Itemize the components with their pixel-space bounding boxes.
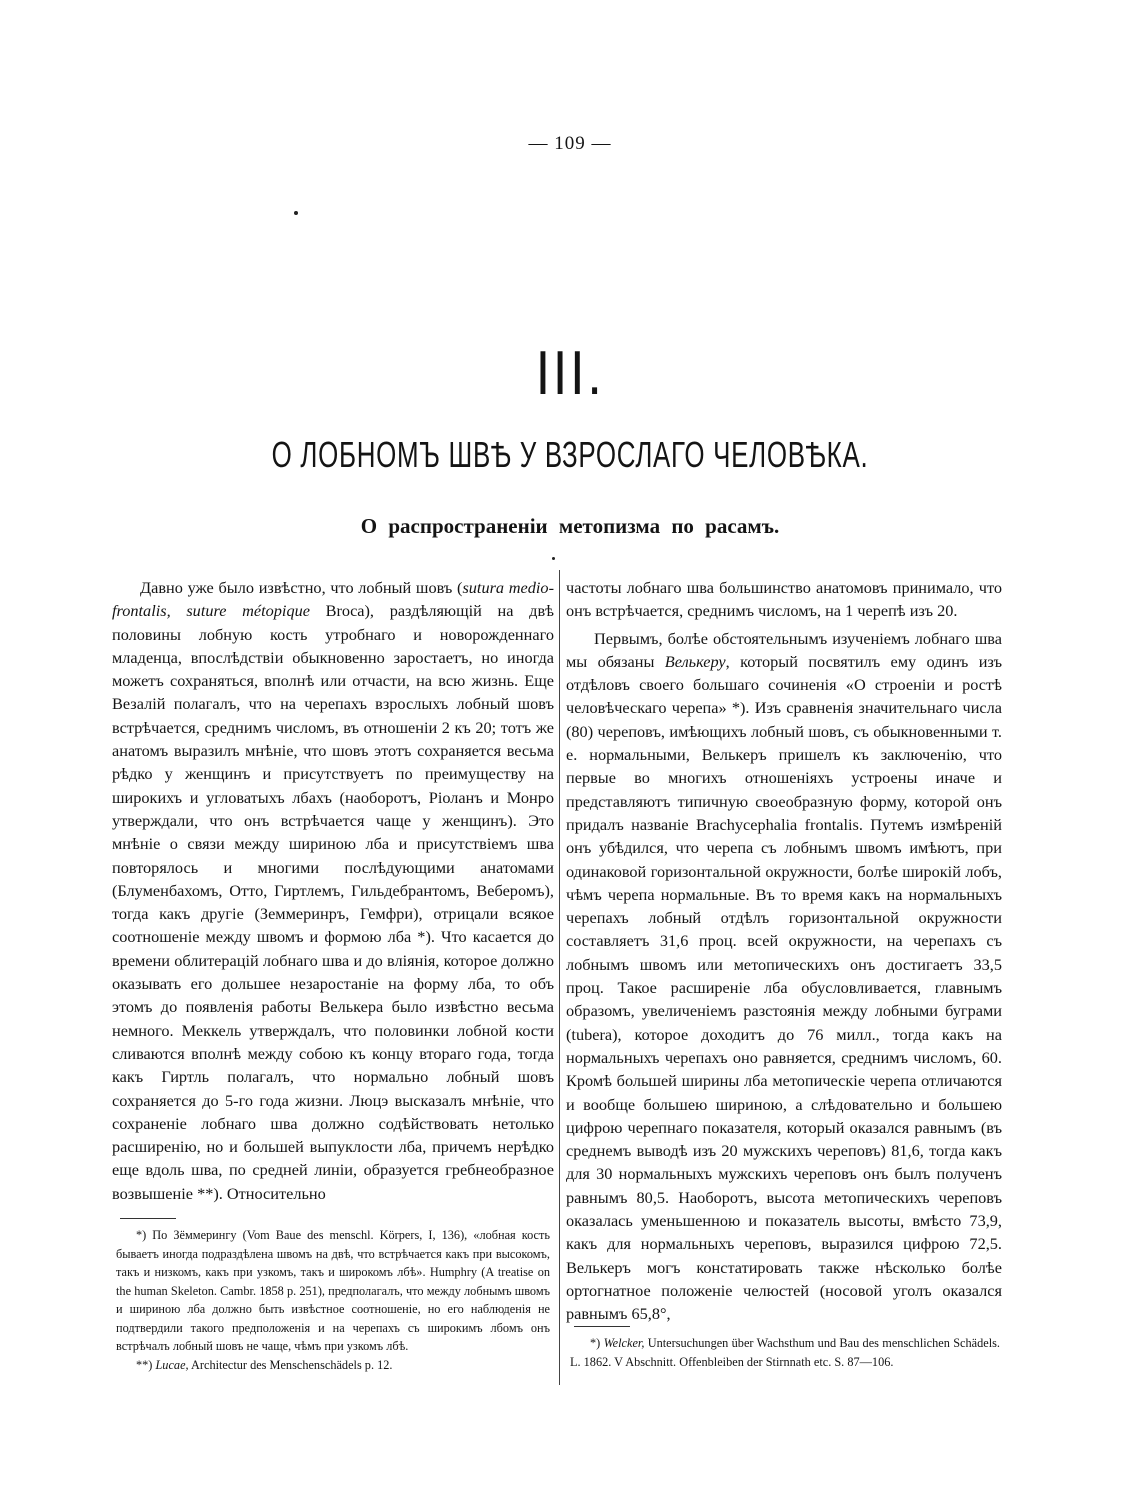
- footnote-mark: **): [136, 1357, 156, 1372]
- footnotes-right: [570, 1334, 1000, 1371]
- italic-text: sutura medio-frontalis, suture métopique: [112, 578, 554, 621]
- paragraph: [112, 576, 554, 1205]
- italic-text: Lucae,: [155, 1357, 189, 1372]
- left-column: [112, 576, 554, 1205]
- footnote-mark: *): [590, 1336, 604, 1350]
- footnote: [570, 1334, 1000, 1371]
- section-subtitle: О распространеніи метопизма по расамъ.: [360, 514, 780, 538]
- page-number: — 109 —: [528, 133, 612, 154]
- text-run: Первымъ, болѣе обстоятельнымъ изученіемъ лобнаго шва мы обязаны: [566, 628, 1002, 671]
- text-run: Untersuchungen über Wachsthum und Bau des menschlichen Schädels. L. 1862. V Abschnitt. Offenbleiben der Stirnnath etc. S. 87—106.: [570, 1336, 1000, 1369]
- paragraph: [566, 627, 1002, 1326]
- text-run: Architectur des Menschenschädels p. 12.: [188, 1357, 393, 1372]
- footnotes-left: [116, 1226, 550, 1374]
- footnote-rule: [120, 1218, 176, 1219]
- footnote: [116, 1356, 550, 1375]
- column-divider: [559, 570, 560, 1385]
- text-run: Broca), раздѣляющій на двѣ половины лобную кость утробнаго и новорожденнаго младенца, впослѣдствіи обыкновенно заростаетъ, но иногда можетъ сохраняться, вполнѣ или отчасти, на всю жизнь. Еще Везалій полагалъ, что на черепахъ взрослыхъ лобный шовъ встрѣчается, среднимъ числомъ, въ отношеніи 2 къ 20; тотъ же анатомъ выразилъ мнѣніе, что шовъ этотъ сохраняется весьма рѣдко у женщинъ и присутствуетъ по преимуществу на широкихъ и угловатыхъ лбахъ (наоборотъ, Ріоланъ и Монро утверждали, что онъ встрѣчается чаще у женщинъ). Это мнѣніе о связи между шириною лба и присутствіемъ шва повторялось и многими послѣдующими анатомами (Блуменбахомъ, Отто, Гиртлемъ, Гильдебрантомъ, Веберомъ), тогда какъ другіе (Земмеринръ, Гемфри), отрицали всякое соотношеніе между швомъ и формою лба *). Что касается до времени облитерацій лобнаго шва и до вліянія, которое должно оказывать его дольшее незаростаніе на форму лба, то объ этомъ до появленія работы Велькера было извѣстно весьма немного. Меккель утверждалъ, что половинки лобной кости сливаются вполнѣ между собою къ концу втораго года, тогда какъ Гиртль полагалъ, что нормально лобный шовъ сохраняется до 5-го года жизни. Люцэ высказалъ мнѣніе, что сохраненіе лобнаго шва должно содѣйствовать нетолько расширенію, но и большей выпуклости лба, причемъ нерѣдко еще вдоль шва, по средней линіи, образуется гребнеобразное возвышеніе **). Относительно: [112, 601, 554, 1203]
- italic-text: Велькеру: [664, 651, 726, 671]
- italic-text: Welcker,: [603, 1336, 645, 1350]
- chapter-title: О ЛОБНОМЪ ШВѢ У ВЗРОСЛАГО ЧЕЛОВѢКА.: [271, 434, 869, 475]
- paragraph: частоты лобнаго шва большинство анатомовъ принимало, что онъ встрѣчается, среднимъ числомъ, на 1 черепѣ изъ 20.: [566, 578, 1002, 621]
- footnote: *) По Зёммерингу (Vom Baue des menschl. Körpers, I, 136), «лобная кость бываетъ иногда подраздѣлена швомъ на двѣ, что встрѣчается какъ при высокомъ, такъ и низкомъ, какъ при узкомъ, такъ и широкомъ лбѣ». Humphry (A treatise on the human Skeleton. Cambr. 1858 p. 251), предполагалъ, что между лобнымъ швомъ и шириною лба должно быть извѣстное соотношеніе, но его наблюденія не подтвердили такого предположенія и на черепахъ съ широкимъ лбомъ онъ встрѣчалъ лобный шовъ не чаще, чѣмъ при узкомъ лбѣ.: [116, 1228, 550, 1353]
- text-run: Давно уже было извѣстно, что лобный шовъ (: [140, 578, 463, 597]
- footnote-rule: [574, 1326, 630, 1327]
- right-column: [566, 576, 1002, 1326]
- print-speck: [294, 211, 298, 215]
- print-speck: [552, 557, 555, 560]
- text-run: , который посвятилъ ему одинъ изъ отдѣловъ своего большаго сочиненія «О строеніи и ростѣ человѣческаго черепа» *). Изъ сравненія значительнаго числа (80) череповъ, имѣющихъ лобный шовъ, съ обыкновенными т. е. нормальными, Велькеръ пришелъ къ заключенію, что первые во многихъ отношеніяхъ устроены иначе и представляютъ типичную своеобразную форму, которой онъ придалъ названіе Brachycephalia frontalis. Путемъ измѣреній онъ убѣдился, что черепа съ лобнымъ швомъ имѣютъ, при одинаковой горизонтальной окружности, болѣе широкій лобъ, чѣмъ черепа нормальные. Въ то время какъ на нормальныхъ черепахъ лобный отдѣлъ горизонтальной окружности составляетъ 31,6 проц. всей окружности, на черепахъ съ лобнымъ швомъ или метопическихъ онъ достигаетъ 33,5 проц. Такое расширеніе лба обусловливается, главнымъ образомъ, увеличеніемъ разстоянія между лобными буграми (tubera), которое доходитъ до 76 милл., тогда какъ на нормальныхъ черепахъ оно равняется, среднимъ числомъ, 60. Кромѣ большей ширины лба метопическіе черепа отличаются и вообще большею шириною, а слѣдовательно и большею цифрою черепнаго показателя, который оказался равнымъ (въ среднемъ выводѣ изъ 20 мужскихъ череповъ) 81,6, тогда какъ для 30 нормальныхъ мужскихъ череповъ онъ былъ полученъ равнымъ 80,5. Наоборотъ, высота метопическихъ череповъ оказалась уменьшенною и показатель высоты, вмѣсто 73,9, какъ для нормальныхъ череповъ, выразился цифрою 72,5. Велькеръ могъ констатировать также нѣсколько болѣе ортогнатное положеніе челюстей (носовой уголъ оказался равнымъ 65,8°,: [566, 651, 1002, 1324]
- chapter-number: III.: [535, 339, 605, 408]
